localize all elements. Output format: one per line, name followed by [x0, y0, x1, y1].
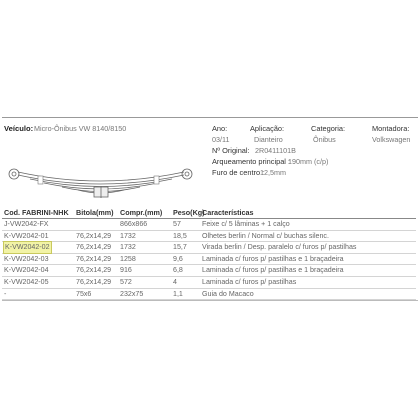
vehicle-value: Micro-Ônibus VW 8140/8150: [34, 124, 127, 133]
cell-cod-highlighted: K-VW2042-02: [5, 243, 50, 252]
cell-cod: K-VW2042-01: [4, 231, 49, 240]
cell-peso: 18,5: [173, 231, 187, 240]
top-divider: [2, 117, 418, 118]
cell-compr: 1258: [120, 254, 136, 263]
cell-bitola: 75x6: [76, 289, 92, 298]
cell-peso: 6,8: [173, 266, 183, 275]
arqueamento-label: Arqueamento principal :: [212, 157, 291, 166]
cell-compr: 1732: [120, 231, 136, 240]
furo-label: Furo de centro :: [212, 168, 265, 177]
table-row: [2, 231, 416, 243]
header-caracteristicas: Características: [202, 208, 254, 217]
cell-peso: 4: [173, 277, 177, 286]
montadora-value: Volkswagen: [372, 135, 411, 144]
cell-peso: 1,1: [173, 289, 183, 298]
original-value: 2R0411101B: [255, 146, 296, 155]
cell-compr: 572: [120, 277, 132, 286]
leaf-spring-drawing: [4, 160, 194, 200]
cell-compr: 1732: [120, 243, 136, 252]
cell-cod: -: [4, 289, 7, 298]
table-header: [2, 207, 416, 219]
cell-caracteristicas: Guia do Macaco: [202, 289, 254, 298]
cell-bitola: 76,2x14,29: [76, 266, 112, 275]
cell-cod: K-VW2042-05: [4, 277, 49, 286]
cell-caracteristicas: Virada berlin / Desp. paralelo c/ furos p/ pastilhas: [202, 243, 357, 252]
header-cod: Cod. FABRINI-NHK: [4, 208, 69, 217]
montadora-label: Montadora:: [372, 124, 410, 133]
cell-peso: 15,7: [173, 243, 187, 252]
aplicacao-value: Dianteiro: [254, 135, 283, 144]
cell-compr: 232x75: [120, 289, 144, 298]
categoria-value: Ônibus: [313, 135, 336, 144]
cell-caracteristicas: Laminada c/ furos p/ pastilhas e 1 braçadeira: [202, 266, 344, 275]
header-bitola: Bitola(mm): [76, 208, 114, 217]
cell-cod: K-VW2042-04: [4, 266, 49, 275]
parts-table: [2, 207, 416, 300]
table-row-highlighted: [2, 242, 416, 254]
cell-peso: 57: [173, 220, 181, 228]
table-row: [2, 289, 416, 301]
original-label: Nº Original:: [212, 146, 250, 155]
table-row: [2, 277, 416, 289]
cell-caracteristicas: Olhetes berlin / Normal c/ buchas silenc.: [202, 231, 329, 240]
categoria-label: Categoria:: [311, 124, 346, 133]
cell-compr: 866x866: [120, 220, 148, 228]
header-peso: Peso(Kg): [173, 208, 205, 217]
cell-bitola: 76,2x14,29: [76, 231, 112, 240]
cell-caracteristicas: Feixe c/ 5 lâminas + 1 calço: [202, 220, 290, 228]
cell-peso: 9,6: [173, 254, 183, 263]
ano-value: 03/11: [212, 135, 230, 144]
cell-bitola: 76,2x14,29: [76, 277, 112, 286]
cell-cod: K-VW2042-03: [4, 254, 49, 263]
furo-value: 12,5mm: [260, 168, 286, 177]
table-row: [2, 265, 416, 277]
bottom-divider: [2, 300, 418, 301]
cell-caracteristicas: Laminada c/ furos p/ pastilhas: [202, 277, 297, 286]
header-compr: Compr.(mm): [120, 208, 163, 217]
cell-caracteristicas: Laminada c/ furos p/ pastilhas e 1 braçadeira: [202, 254, 344, 263]
cell-bitola: 76,2x14,29: [76, 254, 112, 263]
cell-bitola: 76,2x14,29: [76, 243, 112, 252]
vehicle-label: Veículo:: [4, 124, 34, 133]
ano-label: Ano:: [212, 124, 228, 133]
table-row: [2, 254, 416, 266]
arqueamento-value: 190mm (c/p): [288, 157, 329, 166]
cell-compr: 916: [120, 266, 132, 275]
table-row: [2, 219, 416, 231]
aplicacao-label: Aplicação:: [250, 124, 285, 133]
cell-cod: J-VW2042-FX: [4, 220, 49, 228]
